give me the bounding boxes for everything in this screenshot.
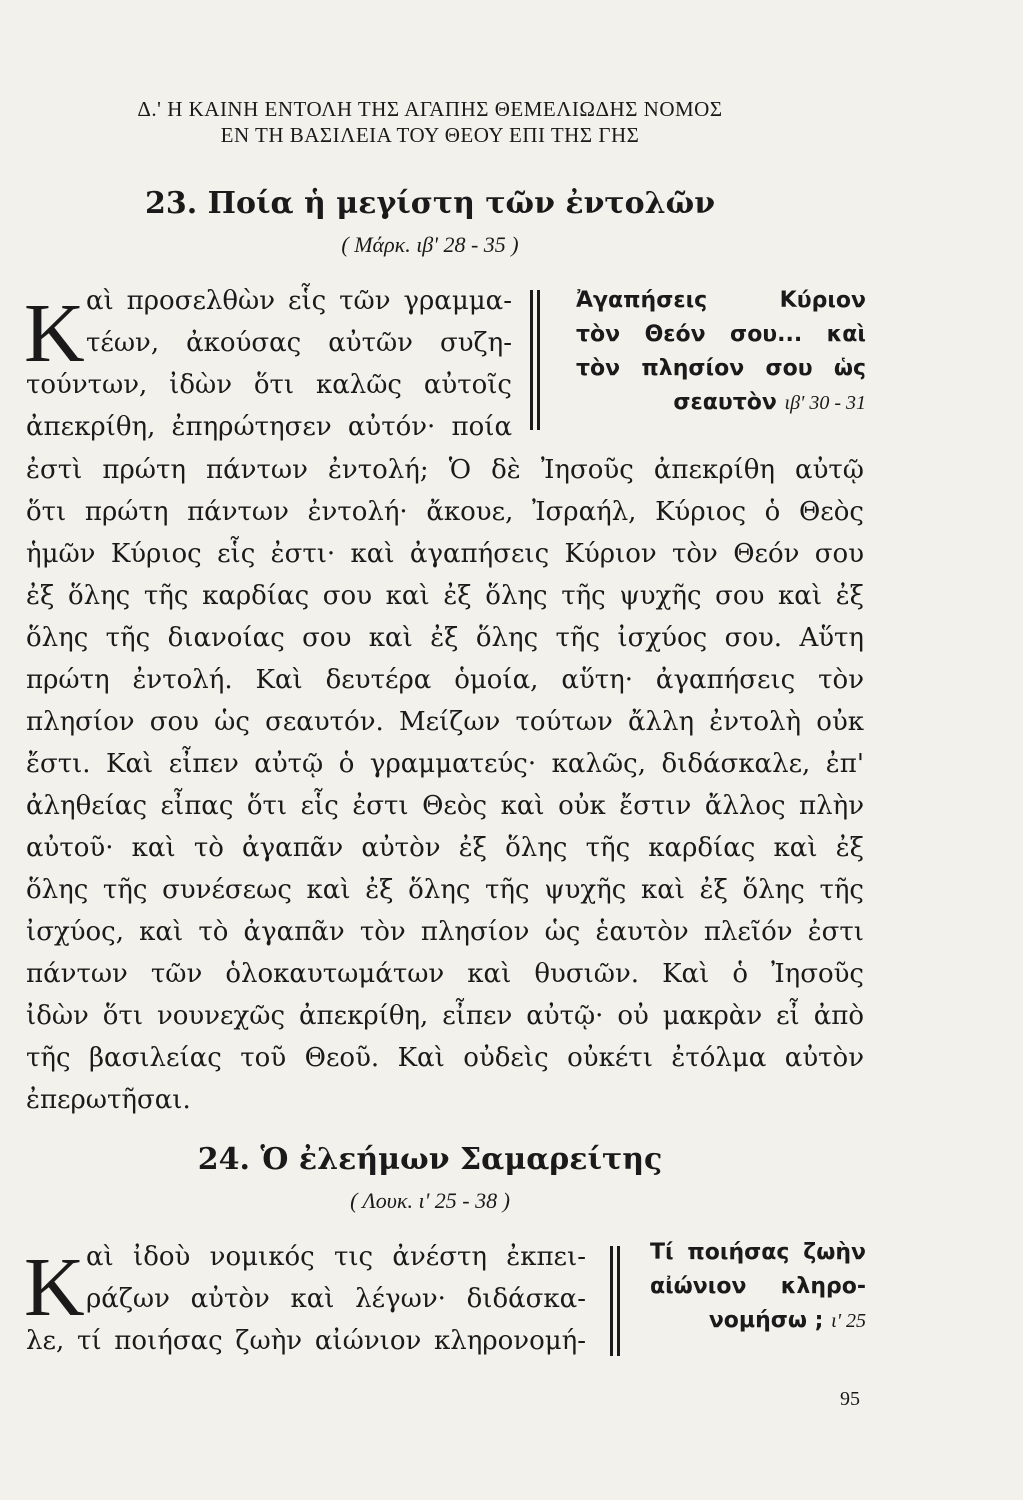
- section-23-line-6: ὅτι πρώτη πάντων ἐντολή· ἄκουε, Ἰσραήλ, Κύριος ὁ Θεὸς: [26, 497, 864, 527]
- section-24-line-2: ράζων αὐτὸν καὶ λέγων· διδάσκα-: [86, 1284, 586, 1314]
- chapter-header-line-1: Δ.' Η ΚΑΙΝΗ ΕΝΤΟΛΗ ΤΗΣ ΑΓΑΠΗΣ ΘΕΜΕΛΙΩΔΗΣ ΝΟΜΟΣ: [137, 97, 723, 121]
- section-23-line-7: ἡμῶν Κύριος εἷς ἐστι· καὶ ἀγαπήσεις Κύριον τὸν Θεόν σου: [26, 539, 864, 569]
- margin-note-23-text: σεαυτὸν: [673, 390, 777, 415]
- section-24-dropcap: Κ: [24, 1241, 85, 1334]
- section-23-line-19: τῆς βασιλείας τοῦ Θεοῦ. Καὶ οὐδεὶς οὐκέτι ἐτόλμα αὐτὸν: [26, 1043, 864, 1073]
- section-23-title: 23. Ποία ἡ μεγίστη τῶν ἐντολῶν: [144, 186, 716, 221]
- section-23-line-2: τέων, ἀκούσας αὐτῶν συζη-: [86, 328, 512, 358]
- margin-rule-24-right: [617, 1246, 620, 1356]
- section-23-line-15: ὅλης τῆς συνέσεως καὶ ἐξ ὅλης τῆς ψυχῆς καὶ ἐξ ὅλης τῆς: [26, 875, 864, 905]
- section-23-line-1: αὶ προσελθὼν εἷς τῶν γραμμα-: [86, 286, 512, 316]
- section-23-line-4: ἀπεκρίθη, ἐπηρώτησεν αὐτόν· ποία: [26, 412, 512, 442]
- chapter-header-line-2: ΕΝ ΤΗ ΒΑΣΙΛΕΙΑ ΤΟΥ ΘΕΟΥ ΕΠΙ ΤΗΣ ΓΗΣ: [220, 123, 640, 147]
- margin-note-24-reference: ι' 25: [831, 1310, 866, 1332]
- section-24-line-1: αὶ ἰδοὺ νομικός τις ἀνέστη ἐκπει-: [86, 1242, 586, 1272]
- section-24-reference: ( Λουκ. ι' 25 - 38 ): [350, 1188, 510, 1213]
- margin-rule-right: [537, 290, 540, 430]
- section-23-line-17: πάντων τῶν ὁλοκαυτωμάτων καὶ θυσιῶν. Καὶ ὁ Ἰησοῦς: [26, 959, 864, 989]
- section-23-line-20: ἐπερωτῆσαι.: [26, 1085, 191, 1115]
- margin-note-23-line-4: [576, 390, 866, 415]
- margin-note-23-line-2: τὸν Θεόν σου... καὶ: [576, 322, 866, 347]
- section-23-line-8: ἐξ ὅλης τῆς καρδίας σου καὶ ἐξ ὅλης τῆς ψυχῆς σου καὶ ἐξ: [26, 581, 864, 611]
- margin-note-24-line-1: Τί ποιήσας ζωὴν: [650, 1240, 866, 1265]
- section-23-line-11: πλησίον σου ὡς σεαυτόν. Μείζων τούτων ἄλλη ἐντολὴ οὐκ: [26, 707, 864, 737]
- section-23-reference: ( Μάρκ. ιβ' 28 - 35 ): [341, 232, 519, 257]
- section-23-line-14: αὐτοῦ· καὶ τὸ ἀγαπᾶν αὐτὸν ἐξ ὅλης τῆς καρδίας καὶ ἐξ: [26, 833, 864, 863]
- section-23-line-3: τούντων, ἰδὼν ὅτι καλῶς αὐτοῖς: [26, 370, 512, 400]
- section-23-line-16: ἰσχύος, καὶ τὸ ἀγαπᾶν τὸν πλησίον ὡς ἑαυτὸν πλεῖόν ἐστι: [26, 917, 864, 947]
- margin-note-24-line-2: αἰώνιον κληρο-: [650, 1274, 866, 1299]
- chapter-header: [60, 96, 800, 148]
- section-23-line-18: ἰδὼν ὅτι νουνεχῶς ἀπεκρίθη, εἶπεν αὐτῷ· οὐ μακρὰν εἶ ἀπὸ: [26, 1001, 864, 1031]
- section-23-line-10: πρώτη ἐντολή. Καὶ δευτέρα ὁμοία, αὕτη· ἀγαπήσεις τὸν: [26, 665, 864, 695]
- page-number: 95: [840, 1388, 860, 1410]
- margin-note-23-line-1: Ἀγαπήσεις Κύριον: [576, 288, 866, 313]
- margin-note-23-reference: ιβ' 30 - 31: [784, 392, 866, 414]
- margin-note-24-line-3: [650, 1308, 866, 1333]
- section-23-dropcap: Κ: [24, 287, 85, 380]
- margin-rule-24-left: [610, 1246, 613, 1356]
- margin-rule-left: [530, 290, 533, 430]
- section-23-line-12: ἔστι. Καὶ εἶπεν αὐτῷ ὁ γραμματεύς· καλῶς, διδάσκαλε, ἐπ': [26, 749, 864, 779]
- section-24-line-3: λε, τί ποιήσας ζωὴν αἰώνιον κληρονομή-: [26, 1326, 586, 1356]
- section-24-title: 24. Ὁ ἐλεήμων Σαμαρείτης: [197, 1142, 663, 1177]
- section-23-line-13: ἀληθείας εἶπας ὅτι εἷς ἐστι Θεὸς καὶ οὐκ ἔστιν ἄλλος πλὴν: [26, 791, 864, 821]
- margin-note-24-text: νομήσω ;: [708, 1308, 824, 1333]
- section-23-line-9: ὅλης τῆς διανοίας σου καὶ ἐξ ὅλης τῆς ἰσχύος σου. Αὕτη: [26, 623, 864, 653]
- section-23-line-5: ἐστὶ πρώτη πάντων ἐντολή; Ὁ δὲ Ἰησοῦς ἀπεκρίθη αὐτῷ: [26, 455, 864, 485]
- margin-note-23-line-3: τὸν πλησίον σου ὡς: [576, 356, 866, 381]
